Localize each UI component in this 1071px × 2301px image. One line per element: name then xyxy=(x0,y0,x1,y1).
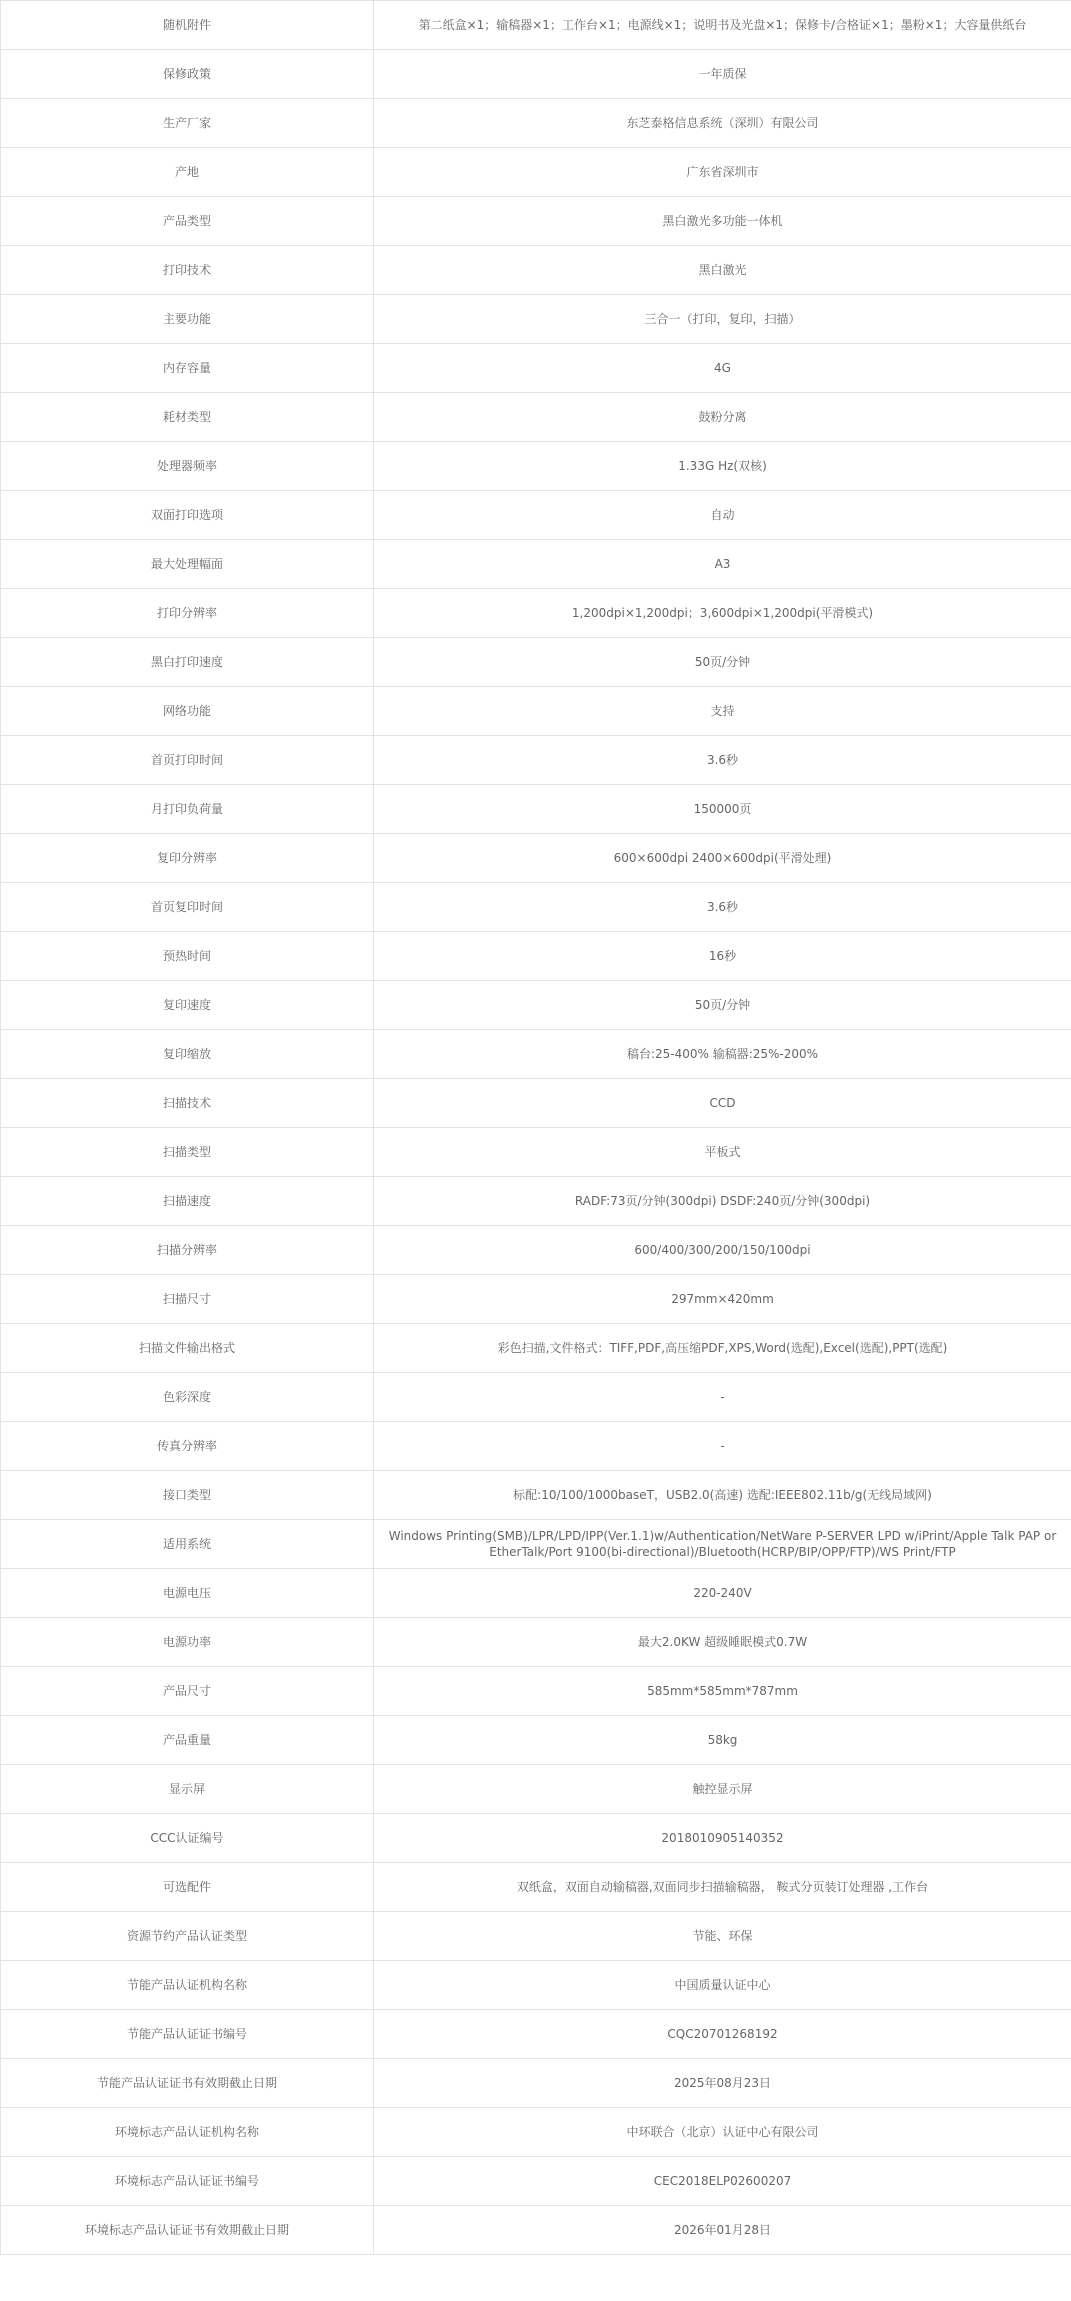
spec-label: 月打印负荷量 xyxy=(1,785,374,834)
spec-value: 黑白激光多功能一体机 xyxy=(374,197,1071,246)
spec-value: 2025年08月23日 xyxy=(374,2059,1071,2108)
spec-value: 标配:10/100/1000baseT，USB2.0(高速) 选配:IEEE802.11b/g(无线局域网) xyxy=(374,1471,1071,1520)
table-row xyxy=(1,981,1071,1030)
table-row xyxy=(1,1912,1071,1961)
table-row xyxy=(1,1030,1071,1079)
spec-label: 打印分辨率 xyxy=(1,589,374,638)
spec-value: 最大2.0KW 超级睡眠模式0.7W xyxy=(374,1618,1071,1667)
spec-value: 第二纸盒×1；输稿器×1；工作台×1；电源线×1；说明书及光盘×1；保修卡/合格证×1；墨粉×1；大容量供纸台 xyxy=(374,1,1071,50)
spec-label: 耗材类型 xyxy=(1,393,374,442)
spec-label: 扫描分辨率 xyxy=(1,1226,374,1275)
table-row xyxy=(1,834,1071,883)
spec-value: CEC2018ELP02600207 xyxy=(374,2157,1071,2206)
spec-label: 扫描文件输出格式 xyxy=(1,1324,374,1373)
spec-value: 150000页 xyxy=(374,785,1071,834)
table-row xyxy=(1,1863,1071,1912)
spec-label: 扫描尺寸 xyxy=(1,1275,374,1324)
spec-value: 220-240V xyxy=(374,1569,1071,1618)
spec-label: 双面打印选项 xyxy=(1,491,374,540)
spec-label: 适用系统 xyxy=(1,1520,374,1569)
table-row xyxy=(1,1422,1071,1471)
spec-value: 50页/分钟 xyxy=(374,981,1071,1030)
table-row xyxy=(1,1667,1071,1716)
table-row xyxy=(1,1275,1071,1324)
spec-value: 2018010905140352 xyxy=(374,1814,1071,1863)
spec-value: RADF:73页/分钟(300dpi) DSDF:240页/分钟(300dpi) xyxy=(374,1177,1071,1226)
spec-value: 触控显示屏 xyxy=(374,1765,1071,1814)
table-row xyxy=(1,785,1071,834)
table-row xyxy=(1,2206,1071,2255)
spec-label: 内存容量 xyxy=(1,344,374,393)
table-row xyxy=(1,1961,1071,2010)
spec-value: 平板式 xyxy=(374,1128,1071,1177)
spec-label: 首页复印时间 xyxy=(1,883,374,932)
spec-value: A3 xyxy=(374,540,1071,589)
spec-label: 电源电压 xyxy=(1,1569,374,1618)
spec-label: 产品类型 xyxy=(1,197,374,246)
spec-value: 双纸盒，双面自动输稿器,双面同步扫描输稿器， 鞍式分页装订处理器 ,工作台 xyxy=(374,1863,1071,1912)
table-row xyxy=(1,687,1071,736)
spec-value: 600/400/300/200/150/100dpi xyxy=(374,1226,1071,1275)
spec-label: 最大处理幅面 xyxy=(1,540,374,589)
spec-label: 环境标志产品认证机构名称 xyxy=(1,2108,374,2157)
table-row xyxy=(1,1520,1071,1569)
spec-label: 主要功能 xyxy=(1,295,374,344)
table-row xyxy=(1,1226,1071,1275)
spec-label: 打印技术 xyxy=(1,246,374,295)
spec-label: CCC认证编号 xyxy=(1,1814,374,1863)
spec-value: 中国质量认证中心 xyxy=(374,1961,1071,2010)
spec-value: 中环联合（北京）认证中心有限公司 xyxy=(374,2108,1071,2157)
spec-label: 可选配件 xyxy=(1,1863,374,1912)
spec-label: 产品尺寸 xyxy=(1,1667,374,1716)
spec-label: 产品重量 xyxy=(1,1716,374,1765)
spec-label: 复印缩放 xyxy=(1,1030,374,1079)
table-row xyxy=(1,540,1071,589)
spec-value: CCD xyxy=(374,1079,1071,1128)
spec-label: 扫描技术 xyxy=(1,1079,374,1128)
spec-label: 色彩深度 xyxy=(1,1373,374,1422)
table-row xyxy=(1,2059,1071,2108)
table-row xyxy=(1,1324,1071,1373)
table-row xyxy=(1,246,1071,295)
spec-label: 复印分辨率 xyxy=(1,834,374,883)
table-row xyxy=(1,442,1071,491)
spec-value: 1,200dpi×1,200dpi；3,600dpi×1,200dpi(平滑模式) xyxy=(374,589,1071,638)
spec-value: 彩色扫描,文件格式：TIFF,PDF,高压缩PDF,XPS,Word(选配),Excel(选配),PPT(选配) xyxy=(374,1324,1071,1373)
spec-value: CQC20701268192 xyxy=(374,2010,1071,2059)
spec-label: 扫描类型 xyxy=(1,1128,374,1177)
spec-table-body xyxy=(1,1,1071,2255)
spec-value: 东芝泰格信息系统（深圳）有限公司 xyxy=(374,99,1071,148)
spec-value: 支持 xyxy=(374,687,1071,736)
spec-value: 4G xyxy=(374,344,1071,393)
table-row xyxy=(1,736,1071,785)
spec-value: Windows Printing(SMB)/LPR/LPD/IPP(Ver.1.1)w/Authentication/NetWare P-SERVER LPD w/iPrint/Apple Talk PAP or EtherTalk/Port 9100(bi-directional)/Bluetooth(HCRP/BIP/OPP/FTP)/WS Print/FTP xyxy=(374,1520,1071,1569)
table-row xyxy=(1,1373,1071,1422)
spec-value: 稿台:25-400% 输稿器:25%-200% xyxy=(374,1030,1071,1079)
spec-label: 保修政策 xyxy=(1,50,374,99)
table-row xyxy=(1,1716,1071,1765)
spec-label: 环境标志产品认证证书编号 xyxy=(1,2157,374,2206)
spec-label: 显示屏 xyxy=(1,1765,374,1814)
table-row xyxy=(1,491,1071,540)
spec-label: 节能产品认证证书有效期截止日期 xyxy=(1,2059,374,2108)
spec-value: - xyxy=(374,1373,1071,1422)
spec-value: - xyxy=(374,1422,1071,1471)
spec-label: 传真分辨率 xyxy=(1,1422,374,1471)
table-row xyxy=(1,1569,1071,1618)
table-row xyxy=(1,50,1071,99)
table-row xyxy=(1,2010,1071,2059)
spec-value: 58kg xyxy=(374,1716,1071,1765)
table-row xyxy=(1,1814,1071,1863)
spec-label: 产地 xyxy=(1,148,374,197)
table-row xyxy=(1,932,1071,981)
spec-value: 黑白激光 xyxy=(374,246,1071,295)
table-row xyxy=(1,344,1071,393)
spec-label: 复印速度 xyxy=(1,981,374,1030)
spec-value: 自动 xyxy=(374,491,1071,540)
table-row xyxy=(1,99,1071,148)
spec-label: 随机附件 xyxy=(1,1,374,50)
spec-label: 资源节约产品认证类型 xyxy=(1,1912,374,1961)
table-row xyxy=(1,393,1071,442)
table-row xyxy=(1,2157,1071,2206)
spec-label: 网络功能 xyxy=(1,687,374,736)
spec-value: 3.6秒 xyxy=(374,883,1071,932)
spec-value: 16秒 xyxy=(374,932,1071,981)
spec-value: 一年质保 xyxy=(374,50,1071,99)
spec-value: 1.33G Hz(双核) xyxy=(374,442,1071,491)
spec-label: 扫描速度 xyxy=(1,1177,374,1226)
table-row xyxy=(1,589,1071,638)
table-row xyxy=(1,638,1071,687)
table-row xyxy=(1,148,1071,197)
table-row xyxy=(1,1,1071,50)
spec-label: 首页打印时间 xyxy=(1,736,374,785)
spec-label: 环境标志产品认证证书有效期截止日期 xyxy=(1,2206,374,2255)
table-row xyxy=(1,1471,1071,1520)
spec-value: 50页/分钟 xyxy=(374,638,1071,687)
spec-label: 预热时间 xyxy=(1,932,374,981)
spec-value: 广东省深圳市 xyxy=(374,148,1071,197)
spec-value: 600×600dpi 2400×600dpi(平滑处理) xyxy=(374,834,1071,883)
table-row xyxy=(1,295,1071,344)
spec-label: 黑白打印速度 xyxy=(1,638,374,687)
spec-value: 297mm×420mm xyxy=(374,1275,1071,1324)
spec-label: 接口类型 xyxy=(1,1471,374,1520)
spec-value: 2026年01月28日 xyxy=(374,2206,1071,2255)
table-row xyxy=(1,1177,1071,1226)
spec-label: 节能产品认证证书编号 xyxy=(1,2010,374,2059)
table-row xyxy=(1,2108,1071,2157)
spec-label: 处理器频率 xyxy=(1,442,374,491)
spec-value: 鼓粉分离 xyxy=(374,393,1071,442)
spec-label: 生产厂家 xyxy=(1,99,374,148)
spec-value: 三合一（打印，复印，扫描） xyxy=(374,295,1071,344)
spec-value: 3.6秒 xyxy=(374,736,1071,785)
table-row xyxy=(1,1128,1071,1177)
table-row xyxy=(1,197,1071,246)
table-row xyxy=(1,1079,1071,1128)
table-row xyxy=(1,883,1071,932)
table-row xyxy=(1,1765,1071,1814)
spec-value: 节能、环保 xyxy=(374,1912,1071,1961)
spec-label: 电源功率 xyxy=(1,1618,374,1667)
spec-value: 585mm*585mm*787mm xyxy=(374,1667,1071,1716)
spec-label: 节能产品认证机构名称 xyxy=(1,1961,374,2010)
table-row xyxy=(1,1618,1071,1667)
